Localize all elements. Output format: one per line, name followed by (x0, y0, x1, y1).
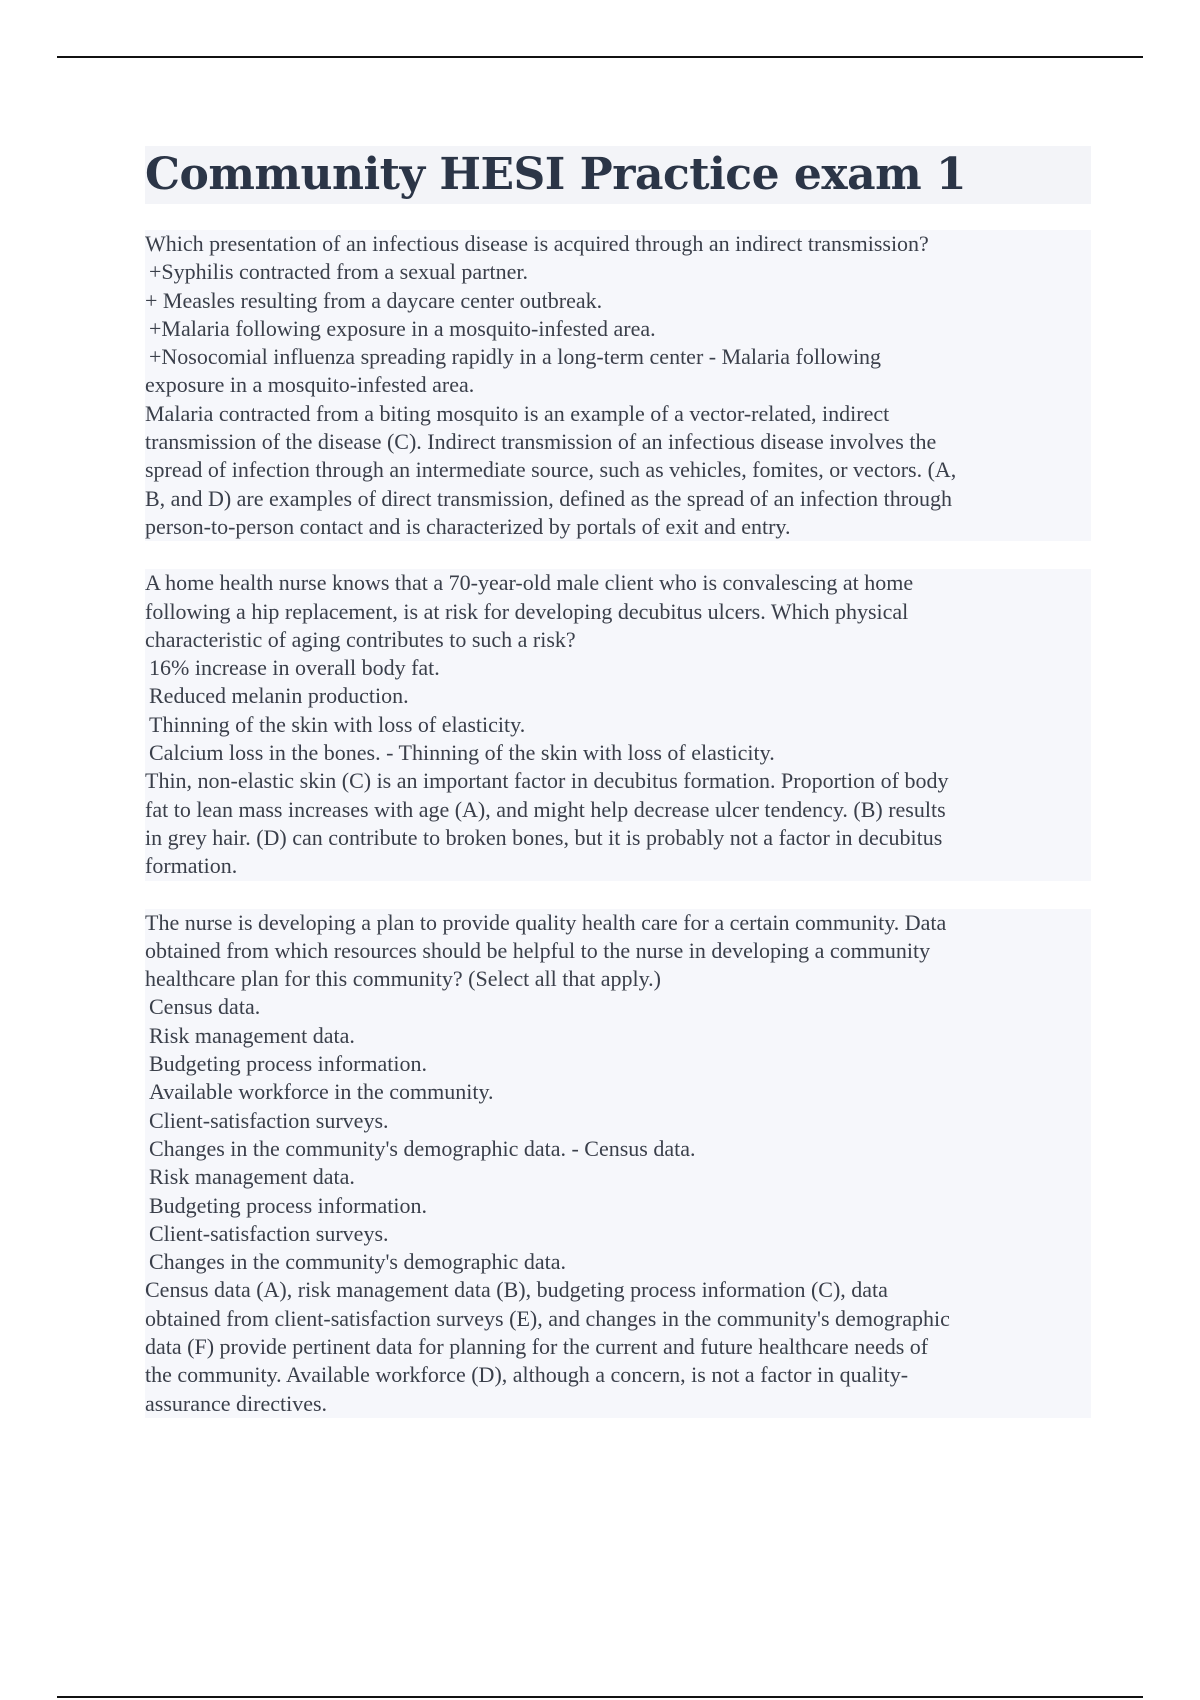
question-text: healthcare plan for this community? (Select all that apply.) (145, 965, 1091, 993)
answer-text: Risk management data. (145, 1163, 1091, 1191)
rationale-text: fat to lean mass increases with age (A), and might help decrease ulcer tendency. (B) results (145, 796, 1091, 824)
rationale-text: spread of infection through an intermediate source, such as vehicles, fomites, or vectors. (A, (145, 456, 1091, 484)
question-text: A home health nurse knows that a 70-year-old male client who is convalescing at home (145, 569, 1091, 597)
answer-option: 16% increase in overall body fat. (145, 654, 1091, 682)
answer-option: +Malaria following exposure in a mosquito-infested area. (145, 315, 1091, 343)
answer-option: Client-satisfaction surveys. (145, 1107, 1091, 1135)
question-block-3 (145, 909, 1091, 1418)
answer-option: +Syphilis contracted from a sexual partner. (145, 258, 1091, 286)
question-text: following a hip replacement, is at risk for developing decubitus ulcers. Which physical (145, 598, 1091, 626)
header-rule (57, 56, 1143, 58)
answer-option: + Measles resulting from a daycare center outbreak. (145, 287, 1091, 315)
rationale-text: person-to-person contact and is characterized by portals of exit and entry. (145, 513, 1091, 541)
question-text: obtained from which resources should be helpful to the nurse in developing a community (145, 937, 1091, 965)
footer-rule (57, 1696, 1143, 1698)
answer-option: Changes in the community's demographic data. - Census data. (145, 1135, 1091, 1163)
answer-option: Budgeting process information. (145, 1050, 1091, 1078)
rationale-text: Thin, non-elastic skin (C) is an important factor in decubitus formation. Proportion of body (145, 767, 1091, 795)
rationale-text: in grey hair. (D) can contribute to broken bones, but it is probably not a factor in decubitus (145, 824, 1091, 852)
answer-option: Thinning of the skin with loss of elasticity. (145, 711, 1091, 739)
question-text: The nurse is developing a plan to provide quality health care for a certain community. Data (145, 909, 1091, 937)
rationale-text: formation. (145, 852, 1091, 880)
rationale-text: obtained from client-satisfaction surveys (E), and changes in the community's demographic (145, 1305, 1091, 1333)
question-text: characteristic of aging contributes to such a risk? (145, 626, 1091, 654)
answer-option: Reduced melanin production. (145, 682, 1091, 710)
rationale-text: the community. Available workforce (D), although a concern, is not a factor in quality- (145, 1361, 1091, 1389)
answer-option: Risk management data. (145, 1022, 1091, 1050)
rationale-text: data (F) provide pertinent data for planning for the current and future healthcare needs of (145, 1333, 1091, 1361)
answer-text: Client-satisfaction surveys. (145, 1220, 1091, 1248)
question-block-1 (145, 230, 1091, 541)
answer-option: Census data. (145, 993, 1091, 1021)
rationale-text: Census data (A), risk management data (B), budgeting process information (C), data (145, 1276, 1091, 1304)
answer-text: exposure in a mosquito-infested area. (145, 371, 1091, 399)
page-title: Community HESI Practice exam 1 (145, 146, 1091, 204)
answer-text: Budgeting process information. (145, 1192, 1091, 1220)
rationale-text: assurance directives. (145, 1390, 1091, 1418)
rationale-text: Malaria contracted from a biting mosquito is an example of a vector-related, indirect (145, 400, 1091, 428)
answer-option: Available workforce in the community. (145, 1078, 1091, 1106)
answer-option: Calcium loss in the bones. - Thinning of the skin with loss of elasticity. (145, 739, 1091, 767)
answer-text: Changes in the community's demographic data. (145, 1248, 1091, 1276)
rationale-text: B, and D) are examples of direct transmission, defined as the spread of an infection through (145, 485, 1091, 513)
rationale-text: transmission of the disease (C). Indirect transmission of an infectious disease involves the (145, 428, 1091, 456)
question-text: Which presentation of an infectious disease is acquired through an indirect transmission? (145, 230, 1091, 258)
question-block-2 (145, 569, 1091, 880)
answer-option: +Nosocomial influenza spreading rapidly in a long-term center - Malaria following (145, 343, 1091, 371)
document-page (145, 146, 1091, 1446)
